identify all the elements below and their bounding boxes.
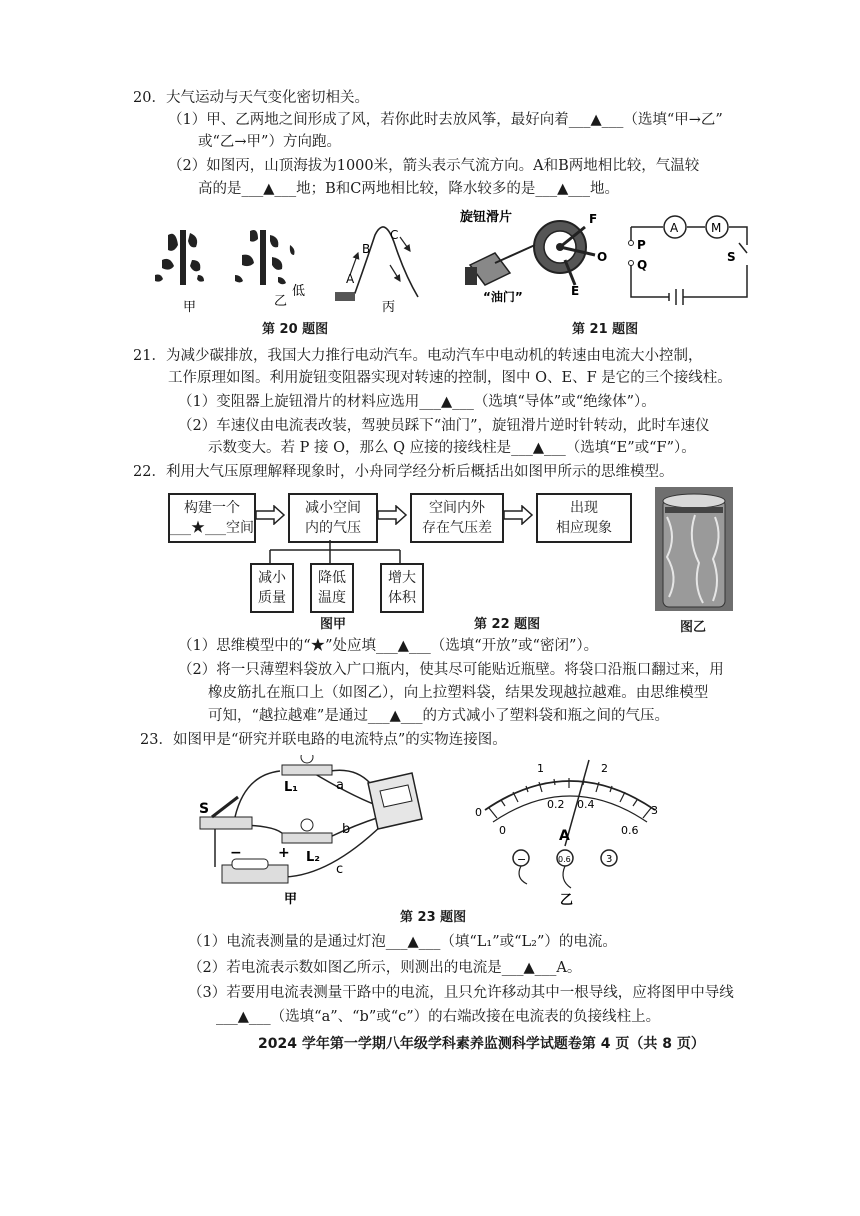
q20-part2-line2: 高的是___▲___地；B和C两地相比较，降水较多的是___▲___地。	[198, 181, 620, 197]
figure-23-label-a: a	[336, 778, 344, 793]
q22-sub-reduce-mass: 减小 质量	[250, 563, 294, 613]
figure-23-jia-circuit	[190, 755, 430, 905]
figure-23-meter-bottom-0: 0	[499, 824, 506, 837]
figure-23-terminal-3-label: 3	[606, 854, 613, 865]
figure-20-jia-plume	[155, 230, 204, 285]
q21-title-line2: 工作原理如图。利用旋钮变阻器实现对转速的控制，图中 O、E、F 是它的三个接线柱。	[168, 370, 732, 386]
q22-part1: （1）思维模型中的“★”处应填___▲___（选填“开放”或“密闭”）。	[178, 638, 599, 654]
figure-21-label-s: S	[727, 250, 736, 264]
figure-23-caption: 第 23 题图	[400, 910, 467, 925]
q23-part2: （2）若电流表示数如图乙所示，则测出的电流是___▲___A。	[188, 960, 582, 976]
figure-23-label-b: b	[342, 822, 351, 837]
figure-20-label-jia: 甲	[183, 300, 197, 315]
figure-21-label-o: O	[597, 250, 608, 264]
figure-23-label-minus: −	[230, 845, 242, 861]
figure-23-meter-top-0: 0	[475, 806, 482, 819]
figure-20-yi-plume	[235, 230, 295, 285]
figure-23-meter-top-2: 2	[601, 762, 608, 775]
figure-21-label-motor: M	[711, 221, 722, 235]
figure-21-label-pedal: “油门”	[483, 290, 523, 304]
q22-box-build-space: 构建一个 ___★___空间	[168, 493, 256, 543]
figure-23-label-l1: L₁	[284, 780, 298, 795]
figure-21-pedal	[465, 245, 535, 285]
figure-23-meter-top-1: 1	[537, 762, 544, 775]
q22-sub-increase-volume: 增大 体积	[380, 563, 424, 613]
q22-box-phenomenon: 出现 相应现象	[536, 493, 632, 543]
figure-21-circuit	[631, 227, 747, 305]
q22-arrow-2	[376, 505, 408, 525]
figure-21-label-e: E	[571, 284, 580, 298]
figure-23-lamp-l1	[282, 755, 332, 775]
figure-23-yi-meter	[465, 758, 675, 908]
q20-title: 20．大气运动与天气变化密切相关。	[133, 90, 369, 106]
figure-23-meter-top-3: 3	[651, 804, 658, 817]
figure-23-label-plus: +	[278, 845, 290, 861]
q22-jar-photo	[655, 487, 733, 611]
figure-23-meter-ticks	[489, 778, 651, 818]
q22-branch-lines	[250, 540, 430, 564]
figure-21-caption: 第 21 题图	[572, 322, 639, 337]
figure-23-meter-bottom-02: 0.2	[547, 798, 565, 811]
figure-23-meter-bottom-06: 0.6	[621, 824, 639, 837]
figure-23-label-yi: 乙	[560, 893, 574, 908]
q21-title-line1: 21．为减少碳排放，我国大力推行电动汽车。电动汽车中电动机的转速由电流大小控制，	[133, 348, 703, 364]
figure-21-label-q: Q	[637, 258, 648, 272]
figure-21-label-p: P	[637, 238, 646, 252]
figure-21-knob-rheostat	[534, 221, 595, 285]
q22-box-reduce-pressure: 减小空间 内的气压	[288, 493, 378, 543]
figure-23-meter-bottom-04: 0.4	[577, 798, 595, 811]
figure-23-battery	[222, 859, 288, 883]
figure-21-label-f: F	[589, 212, 598, 226]
q20-part1-line1: （1）甲、乙两地之间形成了风，若你此时去放风筝，最好向着___▲___（选填“甲→乙”	[168, 112, 723, 128]
figure-21-label-ammeter: A	[670, 221, 679, 235]
figure-23-meter-unit: A	[559, 828, 570, 844]
q22-arrow-1	[254, 505, 286, 525]
figure-23-terminal-minus-label: −	[517, 853, 527, 866]
q23-part1: （1）电流表测量的是通过灯泡___▲___（填“L₁”或“L₂”）的电流。	[188, 934, 617, 950]
q22-label-fig-yi: 图乙	[680, 620, 707, 635]
figure-20	[150, 205, 420, 315]
q21-part2-line1: （2）车速仪由电流表改装，驾驶员踩下“油门”，旋钮滑片逆时针转动，此时车速仪	[178, 418, 710, 434]
figure-23-lamp-l2	[282, 819, 332, 843]
figure-23-label-c: c	[336, 862, 344, 877]
q22-part2-line1: （2）将一只薄塑料袋放入广口瓶内，使其尽可能贴近瓶壁。将袋口沿瓶口翻过来，用	[178, 662, 724, 678]
q23-part3-line2: ___▲___（选填“a”、“b”或“c”）的右端改接在电流表的负接线柱上。	[216, 1009, 661, 1025]
q20-part1-line2: 或“乙→甲”）方向跑。	[198, 134, 341, 150]
q21-part2-line2: 示数变大。若 P 接 O，那么 Q 应接的接线柱是___▲___（选填“E”或“F”）。	[208, 440, 696, 456]
q22-title: 22．利用大气压原理解释现象时，小舟同学经分析后概括出如图甲所示的思维模型。	[133, 464, 674, 480]
q22-box-pressure-difference: 空间内外 存在气压差	[410, 493, 504, 543]
figure-20-label-yi: 乙	[274, 294, 288, 309]
figure-20-point-b: B	[362, 242, 371, 256]
figure-20-bing-mountain	[335, 227, 418, 301]
figure-20-caption: 第 20 题图	[262, 322, 329, 337]
q20-part2-line1: （2）如图丙，山顶海拔为1000米，箭头表示气流方向。A和B两地相比较，气温较	[168, 158, 700, 174]
figure-23-label-jia: 甲	[284, 892, 298, 905]
figure-23-ammeter	[368, 773, 422, 829]
q22-part2-line3: 可知，“越拉越难”是通过___▲___的方式减小了塑料袋和瓶之间的气压。	[208, 708, 669, 724]
figure-20-point-a: A	[346, 272, 355, 286]
q23-part3-line1: （3）若要用电流表测量干路中的电流，且只允许移动其中一根导线，应将图甲中导线	[188, 985, 734, 1001]
figure-20-label-di: 低	[292, 284, 306, 299]
figure-20-label-bing: 丙	[382, 300, 396, 315]
q22-caption: 第 22 题图	[474, 617, 541, 632]
figure-23-label-l2: L₂	[306, 850, 320, 865]
figure-23-terminal-06-label: 0.6	[558, 855, 571, 864]
q22-part2-line2: 橡皮筋扎在瓶口上（如图乙），向上拉塑料袋，结果发现越拉越难。由思维模型	[208, 685, 709, 701]
page-footer: 2024 学年第一学期八年级学科素养监测科学试题卷第 4 页（共 8 页）	[258, 1036, 705, 1052]
figure-21-label-slider: 旋钮滑片	[460, 210, 513, 225]
q21-part1: （1）变阻器上旋钮滑片的材料应选用___▲___（选填“导体”或“绝缘体”）。	[178, 394, 656, 410]
figure-23-label-s: S	[199, 801, 210, 817]
figure-21	[455, 205, 775, 313]
q22-sub-lower-temp: 降低 温度	[310, 563, 354, 613]
q22-arrow-3	[502, 505, 534, 525]
figure-21-terminal-p	[629, 241, 634, 246]
q23-title: 23．如图甲是“研究并联电路的电流特点”的实物连接图。	[140, 732, 507, 748]
figure-21-terminal-q	[629, 261, 634, 266]
figure-20-point-c: C	[390, 228, 399, 242]
q22-label-fig-jia: 图甲	[320, 617, 347, 632]
